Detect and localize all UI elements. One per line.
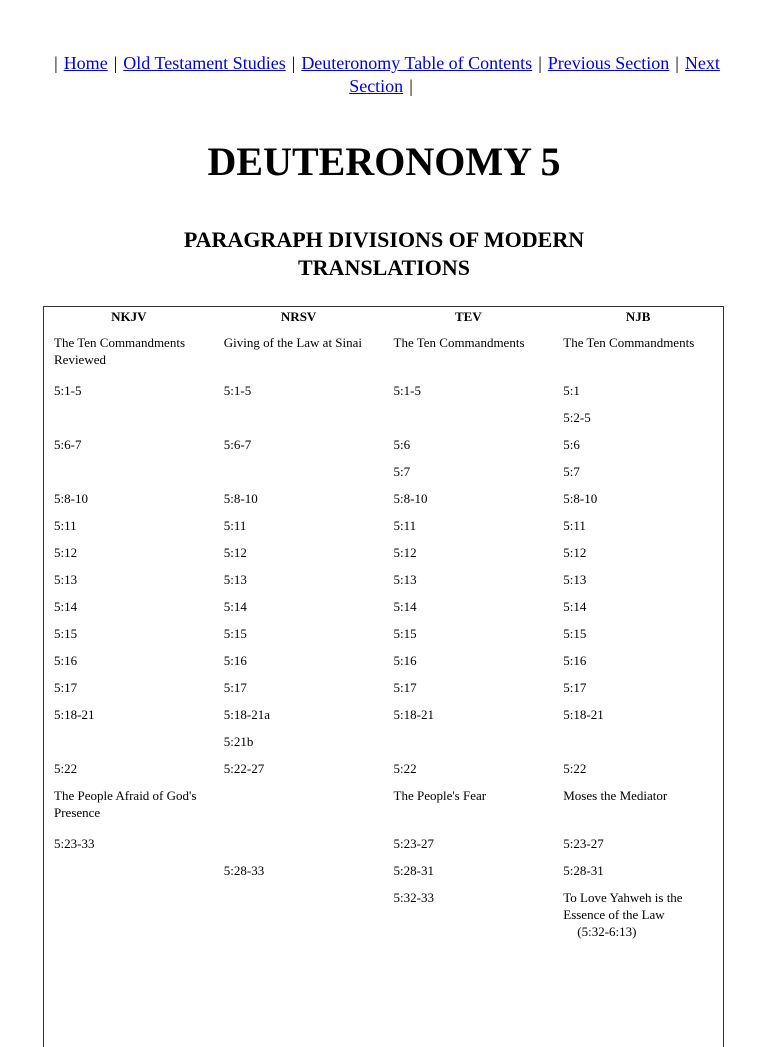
table-cell (553, 622, 723, 649)
verse-range: 5:23-27 (563, 836, 604, 851)
verse-range: 5:22 (393, 761, 417, 776)
table-row (44, 541, 723, 568)
verse-range: 5:22-27 (223, 761, 265, 776)
verse-range: 5:8-10 (223, 491, 258, 506)
table-cell (553, 514, 723, 541)
verse-range: 5:17 (54, 680, 78, 695)
verse-range: 5:6 (563, 437, 580, 452)
verse-range: 5:14 (54, 599, 78, 614)
table-cell (44, 859, 214, 886)
verse-range: 5:15 (223, 626, 247, 641)
nav-separator: | (291, 53, 296, 73)
table-cell (44, 622, 214, 649)
verse-range: 5:18-21a (223, 707, 270, 722)
section-heading-text: The People Afraid of God's Presence (54, 788, 197, 820)
verse-range: 5:32-33 (393, 890, 434, 905)
verse-range: 5:23-27 (393, 836, 434, 851)
table-cell (384, 379, 554, 406)
table-cell (214, 568, 384, 595)
verse-range: 5:14 (393, 599, 417, 614)
table-cell (384, 433, 554, 460)
verse-range: 5:11 (563, 518, 586, 533)
nav-separator: | (409, 76, 413, 96)
table-cell (214, 757, 384, 784)
table-cell (44, 730, 214, 757)
section-heading-text: The Ten Commandments Reviewed (54, 335, 185, 367)
verse-range: 5:11 (393, 518, 417, 533)
table-row (44, 832, 723, 859)
table-cell (384, 832, 554, 859)
table-cell (44, 379, 214, 406)
table-row (44, 568, 723, 595)
navigation-bar (40, 52, 728, 98)
table-cell (44, 649, 214, 676)
table-cell (214, 514, 384, 541)
table-row (44, 886, 723, 947)
verse-range: 5:8-10 (54, 491, 88, 506)
table-cell (214, 859, 384, 886)
section-heading-row (44, 331, 723, 379)
table-cell (384, 406, 554, 433)
table-cell (553, 541, 723, 568)
table-cell (214, 622, 384, 649)
verse-range: 5:11 (54, 518, 77, 533)
nav-separator: | (675, 53, 679, 73)
verse-range: 5:15 (393, 626, 417, 641)
table-cell (384, 487, 554, 514)
verse-range: 5:13 (54, 572, 78, 587)
table-cell (384, 784, 554, 832)
table-cell (44, 487, 214, 514)
table-cell (553, 568, 723, 595)
verse-range: 5:13 (393, 572, 417, 587)
table-cell (44, 886, 214, 947)
table-row (44, 703, 723, 730)
verse-range: 5:16 (563, 653, 587, 668)
table-cell (384, 703, 554, 730)
table-cell (553, 487, 723, 514)
verse-range: To Love Yahweh is the Essence of the Law (563, 890, 683, 922)
next-section-link[interactable]: Next Section (349, 53, 720, 96)
verse-range: 5:6 (393, 437, 411, 452)
verse-range: 5:17 (393, 680, 417, 695)
table-cell (214, 703, 384, 730)
table-body (44, 331, 723, 947)
verse-range: 5:6-7 (54, 437, 82, 452)
table-cell (553, 886, 723, 947)
table-cell (44, 757, 214, 784)
table-cell (553, 595, 723, 622)
table-cell (384, 757, 554, 784)
verse-range: 5:14 (223, 599, 247, 614)
table-cell (214, 649, 384, 676)
table-cell (553, 676, 723, 703)
table-cell (553, 379, 723, 406)
table-cell (214, 406, 384, 433)
table-cell (214, 832, 384, 859)
verse-range: 5:6-7 (223, 437, 252, 452)
table-cell (553, 406, 723, 433)
verse-range-note: (5:32-6:13) (577, 924, 637, 939)
verse-range: 5:8-10 (563, 491, 598, 506)
verse-range: 5:16 (223, 653, 247, 668)
verse-range: 5:17 (563, 680, 587, 695)
table-row (44, 676, 723, 703)
nav-separator: | (113, 53, 118, 73)
verse-range: 5:16 (393, 653, 417, 668)
verse-range: 5:7 (563, 464, 580, 479)
table-cell (384, 514, 554, 541)
table-cell (214, 730, 384, 757)
verse-range: 5:18-21 (54, 707, 95, 722)
verse-range: 5:18-21 (393, 707, 434, 722)
verse-range: 5:1-5 (54, 383, 82, 398)
table-cell (553, 784, 723, 832)
table-cell (384, 568, 554, 595)
verse-range: 5:1 (563, 383, 580, 398)
verse-range: 5:18-21 (563, 707, 604, 722)
table-row (44, 460, 723, 487)
section-heading-text: The People's Fear (393, 788, 487, 803)
verse-range: 5:15 (54, 626, 78, 641)
verse-range: 5:1-5 (393, 383, 421, 398)
table-cell (553, 460, 723, 487)
translations-table (44, 307, 723, 947)
table-row (44, 487, 723, 514)
verse-range: 5:8-10 (393, 491, 428, 506)
verse-range: 5:13 (563, 572, 587, 587)
table-cell (44, 433, 214, 460)
old-testament-studies-link[interactable]: Old Testament Studies (123, 53, 286, 73)
table-cell (44, 703, 214, 730)
table-row (44, 622, 723, 649)
table-cell (214, 460, 384, 487)
table-cell (384, 331, 554, 379)
table-cell (214, 595, 384, 622)
table-cell (214, 676, 384, 703)
table-cell (214, 886, 384, 947)
section-heading-text: The Ten Commandments (563, 335, 695, 350)
table-cell (44, 676, 214, 703)
table-cell (553, 859, 723, 886)
verse-range: 5:7 (393, 464, 411, 479)
translations-table-container (43, 306, 724, 1047)
table-cell (553, 703, 723, 730)
table-row (44, 379, 723, 406)
page-title: DEUTERONOMY 5 (207, 139, 561, 184)
table-cell (384, 730, 554, 757)
verse-range: 5:2-5 (563, 410, 591, 425)
page-subtitle: PARAGRAPH DIVISIONS OF MODERN TRANSLATIONS (183, 227, 585, 280)
table-cell (553, 433, 723, 460)
table-row (44, 730, 723, 757)
section-heading-text: Giving of the Law at Sinai (223, 335, 363, 350)
table-cell (214, 331, 384, 379)
nav-separator: | (538, 53, 542, 73)
verse-range: 5:12 (563, 545, 587, 560)
table-row (44, 433, 723, 460)
table-row (44, 649, 723, 676)
table-cell (384, 676, 554, 703)
table-cell (214, 784, 384, 832)
verse-range: 5:21b (223, 734, 254, 749)
table-cell (44, 514, 214, 541)
table-row (44, 595, 723, 622)
column-header-njb: NJB (625, 309, 651, 324)
table-cell (44, 568, 214, 595)
table-header-row (44, 307, 723, 331)
table-cell (44, 595, 214, 622)
table-cell (44, 784, 214, 832)
home-link[interactable]: Home (63, 53, 108, 73)
column-header-nrsv: NRSV (280, 309, 317, 324)
table-cell (214, 487, 384, 514)
verse-range: 5:28-33 (223, 863, 265, 878)
deuteronomy-toc-link[interactable]: Deuteronomy Table of Contents (301, 53, 533, 73)
table-cell (553, 649, 723, 676)
table-cell (384, 595, 554, 622)
table-row (44, 859, 723, 886)
verse-range: 5:15 (563, 626, 587, 641)
verse-range: 5:28-31 (393, 863, 434, 878)
column-header-nkjv: NKJV (111, 309, 147, 324)
verse-range: 5:12 (54, 545, 78, 560)
table-cell (553, 730, 723, 757)
table-row (44, 757, 723, 784)
column-header-tev: TEV (455, 309, 482, 324)
table-cell (214, 379, 384, 406)
table-row (44, 406, 723, 433)
verse-range: 5:17 (223, 680, 247, 695)
table-cell (44, 331, 214, 379)
verse-range: 5:28-31 (563, 863, 604, 878)
verse-range: 5:14 (563, 599, 587, 614)
verse-range: 5:22 (54, 761, 78, 776)
table-cell (384, 859, 554, 886)
verse-range: 5:23-33 (54, 836, 95, 851)
table-cell (384, 541, 554, 568)
verse-range: 5:13 (223, 572, 247, 587)
section-heading-text: Moses the Mediator (563, 788, 668, 803)
section-heading-text: The Ten Commandments (393, 335, 525, 350)
table-cell (44, 406, 214, 433)
table-cell (384, 460, 554, 487)
table-cell (384, 622, 554, 649)
section-heading-row (44, 784, 723, 832)
table-row (44, 514, 723, 541)
verse-range: 5:12 (393, 545, 417, 560)
table-cell (214, 541, 384, 568)
table-cell (44, 541, 214, 568)
table-cell (553, 832, 723, 859)
table-cell (384, 886, 554, 947)
verse-range: 5:16 (54, 653, 78, 668)
table-cell (384, 649, 554, 676)
nav-separator: | (54, 53, 58, 73)
table-cell (553, 757, 723, 784)
table-cell (214, 433, 384, 460)
verse-range: 5:1-5 (223, 383, 252, 398)
verse-range: 5:12 (223, 545, 247, 560)
table-cell (553, 331, 723, 379)
verse-range: 5:22 (563, 761, 587, 776)
verse-range: 5:11 (223, 518, 247, 533)
previous-section-link[interactable]: Previous Section (547, 53, 670, 73)
table-cell (44, 460, 214, 487)
table-cell (44, 832, 214, 859)
